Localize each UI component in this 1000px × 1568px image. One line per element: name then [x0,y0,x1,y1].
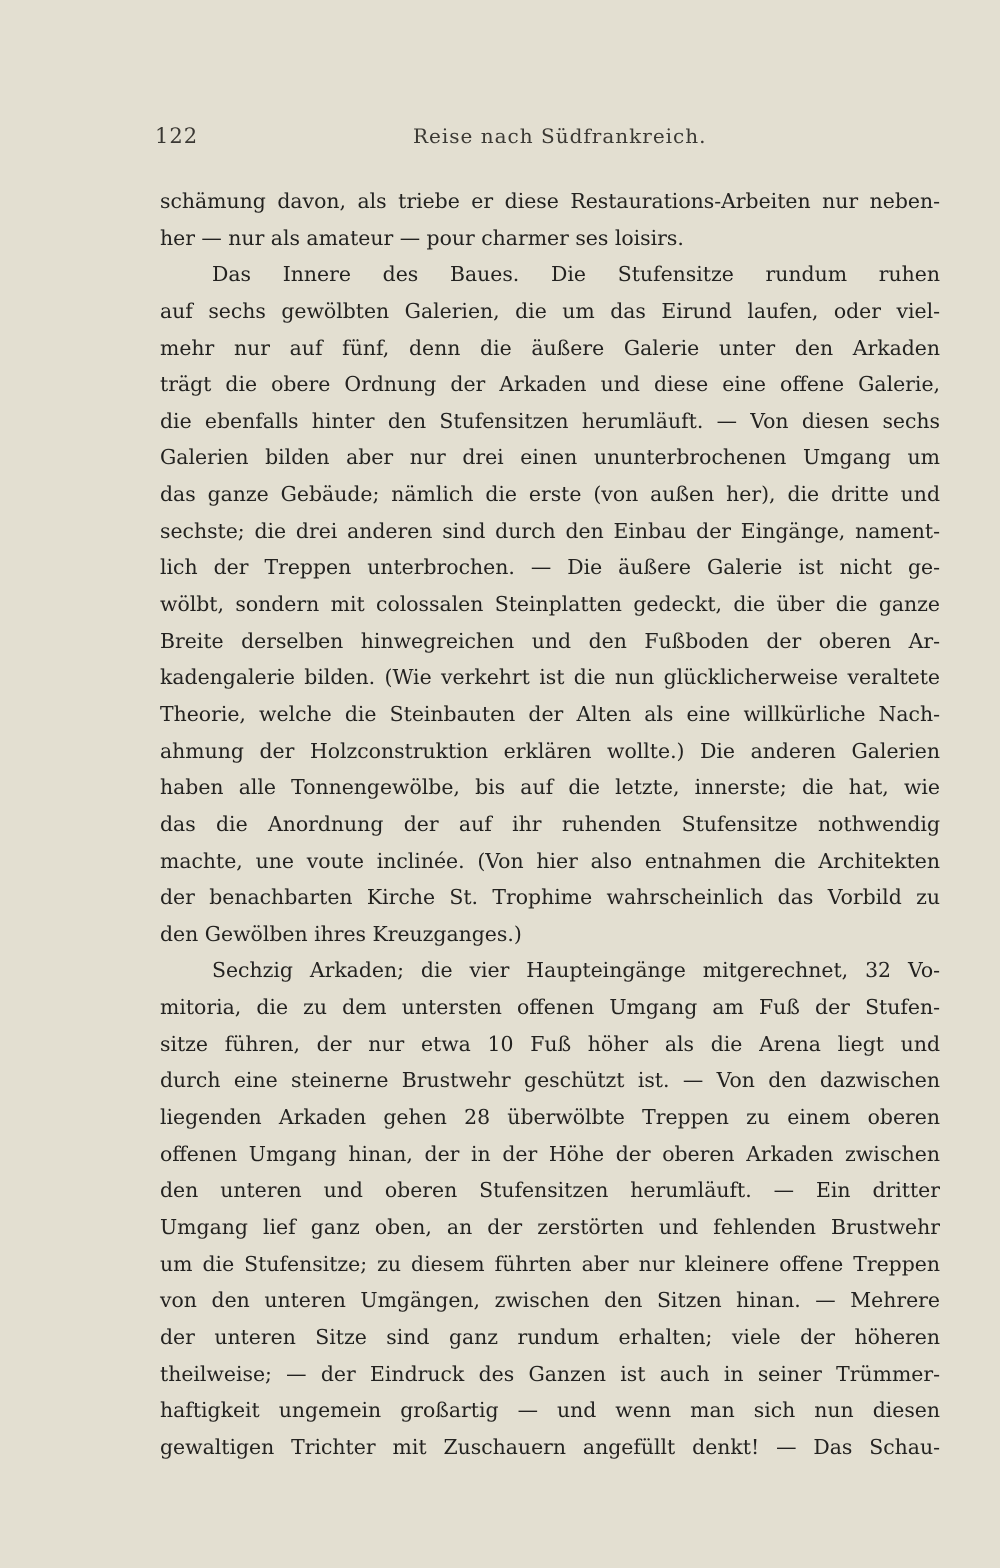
text-line: sechste; die drei anderen sind durch den Einbau der Eingänge, nament- [160,518,940,543]
text-line: der benachbarten Kirche St. Trophime wahrscheinlich das Vorbild zu [160,885,940,910]
text-line: liegenden Arkaden gehen 28 überwölbte Treppen zu einem oberen [160,1105,940,1130]
text-line: sitze führen, der nur etwa 10 Fuß höher als die Arena liegt und [160,1031,940,1056]
text-line: den Gewölben ihres Kreuzganges.) [160,921,522,946]
text-line: her — nur als amateur — pour charmer ses loisirs. [160,225,684,250]
text-line: machte, une voute inclinée. (Von hier also entnahmen die Architekten [160,848,940,873]
paragraph-start-line: Das Innere des Baues. Die Stufensitze rundum ruhen [212,262,940,287]
text-line: kadengalerie bilden. (Wie verkehrt ist die nun glücklicherweise veraltete [160,665,940,690]
running-title: Reise nach Südfrankreich. [413,124,707,148]
text-line: haben alle Tonnengewölbe, bis auf die letzte, innerste; die hat, wie [160,775,940,800]
text-line: trägt die obere Ordnung der Arkaden und diese eine offene Galerie, [160,372,940,397]
text-line: Galerien bilden aber nur drei einen ununterbrochenen Umgang um [160,445,940,470]
text-line: mehr nur auf fünf, denn die äußere Galerie unter den Arkaden [160,335,940,360]
text-line: gewaltigen Trichter mit Zuschauern angefüllt denkt! — Das Schau- [160,1434,940,1459]
text-line: wölbt, sondern mit colossalen Steinplatten gedeckt, die über die ganze [160,592,940,617]
text-line: offenen Umgang hinan, der in der Höhe der oberen Arkaden zwischen [160,1141,940,1166]
text-line: der unteren Sitze sind ganz rundum erhalten; viele der höheren [160,1324,940,1349]
text-line: Breite derselben hinwegreichen und den Fußboden der oberen Ar- [160,628,940,653]
text-line: von den unteren Umgängen, zwischen den Sitzen hinan. — Mehrere [160,1288,940,1313]
text-line: den unteren und oberen Stufensitzen herumläuft. — Ein dritter [160,1178,940,1203]
text-line: haftigkeit ungemein großartig — und wenn man sich nun diesen [160,1398,940,1423]
page-header [155,124,935,154]
text-line: das die Anordnung der auf ihr ruhenden Stufensitze nothwendig [160,811,940,836]
text-line: das ganze Gebäude; nämlich die erste (von außen her), die dritte und [160,482,940,507]
text-line: auf sechs gewölbten Galerien, die um das Eirund laufen, oder viel- [160,298,940,323]
paragraph-start-line: Sechzig Arkaden; die vier Haupteingänge mitgerechnet, 32 Vo- [212,958,940,983]
text-line: Umgang lief ganz oben, an der zerstörten und fehlenden Brustwehr [160,1214,940,1239]
text-line: theilweise; — der Eindruck des Ganzen ist auch in seiner Trümmer- [160,1361,940,1386]
text-line: mitoria, die zu dem untersten offenen Umgang am Fuß der Stufen- [160,995,940,1020]
page-number: 122 [155,124,199,148]
text-line: um die Stufensitze; zu diesem führten aber nur kleinere offene Treppen [160,1251,940,1276]
body-text [160,183,940,1465]
text-line: Theorie, welche die Steinbauten der Alten als eine willkürliche Nach- [160,701,940,726]
text-line: ahmung der Holzconstruktion erklären wollte.) Die anderen Galerien [160,738,940,763]
text-line: die ebenfalls hinter den Stufensitzen herumläuft. — Von diesen sechs [160,408,940,433]
text-line: durch eine steinerne Brustwehr geschützt ist. — Von den dazwischen [160,1068,940,1093]
text-line: schämung davon, als triebe er diese Restaurations-Arbeiten nur neben- [160,189,940,213]
text-line: lich der Treppen unterbrochen. — Die äußere Galerie ist nicht ge- [160,555,940,580]
